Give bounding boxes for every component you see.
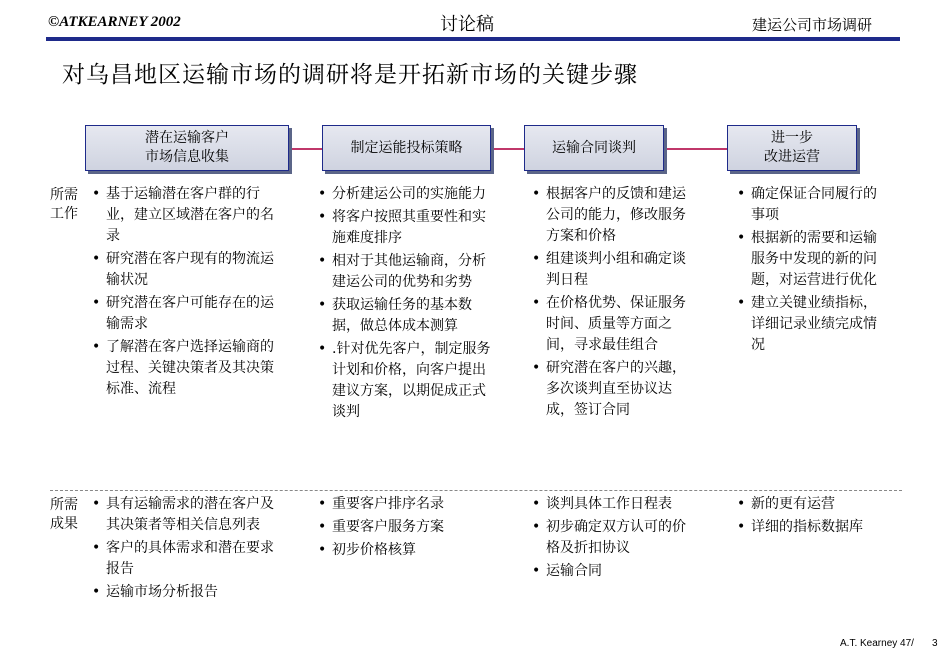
list-item: • 建立关键业绩指标，详细记录业绩完成情况	[736, 293, 886, 356]
step-box-1: 潜在运输客户 市场信息收集	[85, 125, 289, 171]
work-column-1	[91, 184, 281, 402]
list-item: • 运输市场分析报告	[91, 582, 281, 603]
list-item: • 根据新的需要和运输服务中发现的新的问题，对运营进行优化	[736, 228, 886, 291]
page-title: 对乌昌地区运输市场的调研将是开拓新市场的关键步骤	[62, 62, 638, 88]
row-label-results: 所需 成果	[50, 497, 78, 532]
step-box-3: 运输合同谈判	[524, 125, 664, 171]
results-column-3	[531, 494, 695, 584]
list-item: • 重要客户服务方案	[317, 517, 495, 538]
list-item: • 将客户按照其重要性和实施难度排序	[317, 207, 495, 249]
list-item: • 谈判具体工作日程表	[531, 494, 695, 515]
list-item: • 研究潜在客户可能存在的运输需求	[91, 293, 281, 335]
work-column-2	[317, 184, 495, 425]
results-column-2	[317, 494, 495, 563]
footer-page-number: 3	[932, 638, 938, 649]
step-connector	[491, 148, 525, 150]
list-item: • 详细的指标数据库	[736, 517, 886, 538]
list-item: • 新的更有运营	[736, 494, 886, 515]
list-item: • 分析建运公司的实施能力	[317, 184, 495, 205]
step-box-4: 进一步 改进运营	[727, 125, 857, 171]
list-item: • 客户的具体需求和潜在要求报告	[91, 538, 281, 580]
footer-source: A.T. Kearney 47/	[840, 638, 914, 649]
list-item: • 具有运输需求的潜在客户及其决策者等相关信息列表	[91, 494, 281, 536]
header-divider	[46, 37, 900, 41]
list-item: • 研究潜在客户的兴趣，多次谈判直至协议达成，签订合同	[531, 358, 695, 421]
results-column-4	[736, 494, 886, 540]
list-item: • 根据客户的反馈和建运公司的能力，修改服务方案和价格	[531, 184, 695, 247]
list-item: • 基于运输潜在客户群的行业，建立区域潜在客户的名录	[91, 184, 281, 247]
list-item: • 重要客户排序名录	[317, 494, 495, 515]
list-item: • 初步价格核算	[317, 540, 495, 561]
list-item: • 初步确定双方认可的价格及折扣协议	[531, 517, 695, 559]
list-item: • 运输合同	[531, 561, 695, 582]
section-divider	[50, 490, 902, 491]
work-column-4	[736, 184, 886, 358]
header-draft-label: 讨论稿	[440, 14, 494, 35]
header-project-title: 建运公司市场调研	[752, 16, 873, 34]
list-item: • 在价格优势、保证服务时间、质量等方面之间，寻求最佳组合	[531, 293, 695, 356]
list-item: • 了解潜在客户选择运输商的过程、关键决策者及其决策标准、流程	[91, 337, 281, 400]
list-item: • 组建谈判小组和确定谈判日程	[531, 249, 695, 291]
step-box-2: 制定运能投标策略	[322, 125, 491, 171]
step-connector	[289, 148, 323, 150]
list-item: • .针对优先客户，制定服务计划和价格，向客户提出建议方案，以期促成正式谈判	[317, 339, 495, 423]
list-item: • 确定保证合同履行的事项	[736, 184, 886, 226]
list-item: • 研究潜在客户现有的物流运输状况	[91, 249, 281, 291]
step-connector	[664, 148, 728, 150]
results-column-1	[91, 494, 281, 605]
work-column-3	[531, 184, 695, 423]
header-brand: ©ATKEARNEY 2002	[48, 14, 181, 30]
list-item: • 获取运输任务的基本数据，做总体成本测算	[317, 295, 495, 337]
list-item: • 相对于其他运输商，分析建运公司的优势和劣势	[317, 251, 495, 293]
row-label-work: 所需 工作	[50, 187, 78, 222]
